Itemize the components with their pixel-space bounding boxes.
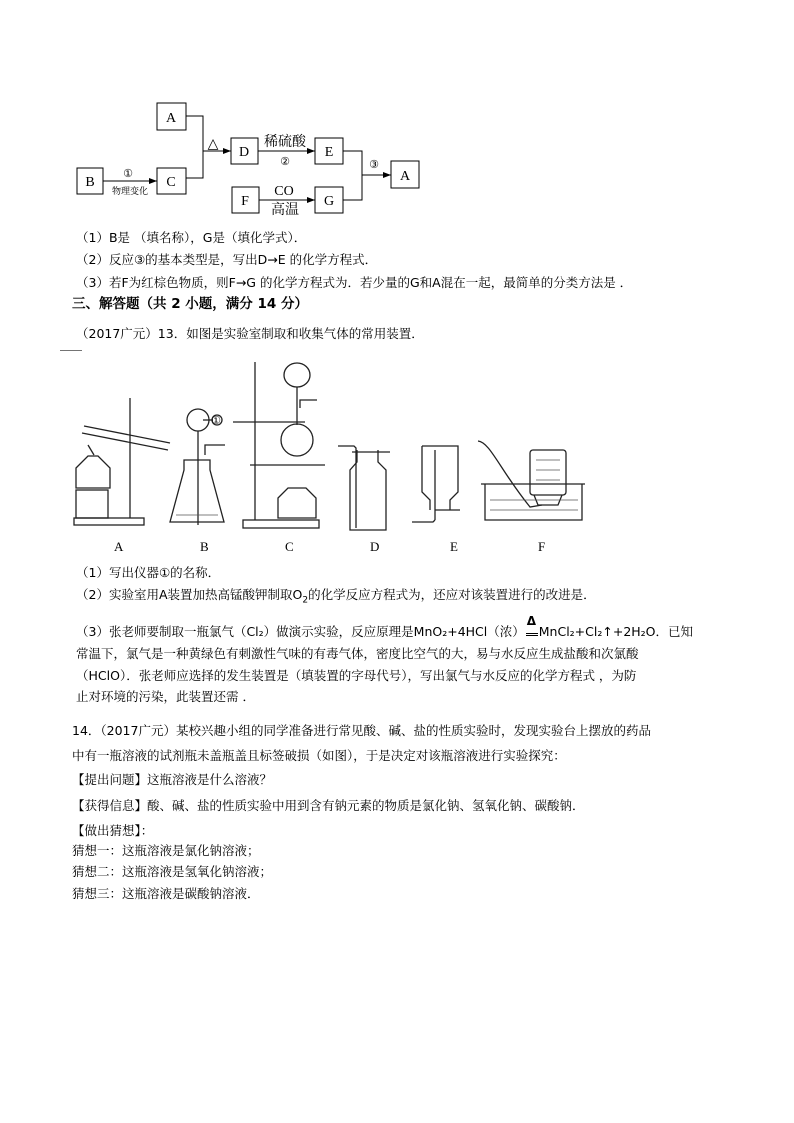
node-a-end: A (399, 169, 411, 184)
apparatus-label-f: F (538, 539, 546, 554)
q13-stem: （2017广元）13．如图是实验室制取和收集气体的常用装置． (76, 326, 424, 341)
q14-question: 【提出问题】这瓶溶液是什么溶液？ (72, 772, 273, 787)
q14-guess2: 猜想二：这瓶溶液是氢氧化钠溶液； (72, 864, 273, 879)
apparatus-label-c: C (285, 539, 294, 554)
edge-label-co: CO (274, 184, 294, 199)
q12-sub3: （3）若F为红棕色物质，则F→G 的化学方程式为．若少量的G和A混在一起，最简单的分类方法是 ． (76, 275, 633, 290)
edge-label-high-temp: 高温 (271, 203, 299, 218)
q13-sub3-line4: 止对环境的污染，此装置还需 ． (76, 689, 255, 704)
section-heading: 三、解答题（共 2 小题，满分 14 分） (72, 296, 308, 312)
node-d: D (238, 145, 250, 160)
q14-guess3: 猜想三：这瓶溶液是碳酸钠溶液． (72, 886, 260, 901)
edge-label-1: ① (123, 168, 133, 180)
apparatus-label-a: A (114, 539, 124, 554)
edge-label-heat: △ (207, 137, 219, 152)
edge-label-dilute-h2so4: 稀硫酸 (264, 135, 306, 150)
node-g: G (323, 194, 335, 209)
q14-line1: 14．（2017广元）某校兴趣小组的同学准备进行常见酸、碱、盐的性质实验时，发现实验台上摆放的药品 (72, 723, 651, 738)
q12-sub1: （1）B是 （填名称），G是（填化学式）． (76, 230, 307, 245)
heat-symbol: Δ (526, 614, 537, 628)
apparatus-label-e: E (450, 539, 458, 554)
q13-sub3-line2: 常温下，氯气是一种黄绿色有刺激性气味的有毒气体，密度比空气的大，易与水反应生成盐酸和次氯酸 (76, 646, 639, 661)
q14-guess1: 猜想一：这瓶溶液是氯化钠溶液； (72, 843, 260, 858)
q14-line2: 中有一瓶溶液的试剂瓶未盖瓶盖且标签破损（如图），于是决定对该瓶溶液进行实验探究： (72, 748, 566, 763)
edge-label-physical-change: 物理变化 (111, 186, 149, 196)
edge-label-3: ③ (369, 159, 379, 171)
q13-sub3-line1: （3）张老师要制取一瓶氯气（Cl₂）做演示实验，反应原理是MnO₂+4HCl（浓） Δ MnCl₂+Cl₂↑+2H₂O．已知 (76, 614, 694, 639)
node-c: C (166, 175, 176, 190)
node-b: B (85, 175, 95, 190)
lab-apparatus-figure (60, 350, 600, 535)
apparatus-label-b: B (200, 539, 209, 554)
q12-sub2: （2）反应③的基本类型是，写出D→E 的化学方程式． (76, 252, 378, 267)
q13-sub1: （1）写出仪器①的名称． (76, 565, 221, 580)
q13-sub3-line3: （HClO）．张老师应选择的发生装置是（填装置的字母代号），写出氯气与水反应的化学方程式 ，为防 (76, 668, 637, 683)
edge-label-2: ② (280, 156, 290, 168)
instrument-marker-1: ① (211, 415, 221, 427)
q14-info: 【获得信息】酸、碱、盐的性质实验中用到含有钠元素的物质是氯化钠、氢氧化钠、碳酸钠． (72, 798, 585, 813)
node-a: A (165, 111, 177, 126)
node-e: E (324, 145, 334, 160)
apparatus-label-d: D (370, 539, 380, 554)
node-f: F (241, 194, 249, 209)
q13-sub2: （2）实验室用A装置加热高锰酸钾制取$O_2$的化学反应方程式为，还应对该装置进行的改进是． (76, 587, 596, 606)
reaction-flowchart (0, 0, 440, 225)
q14-guess-head: 【做出猜想】： (72, 823, 154, 838)
